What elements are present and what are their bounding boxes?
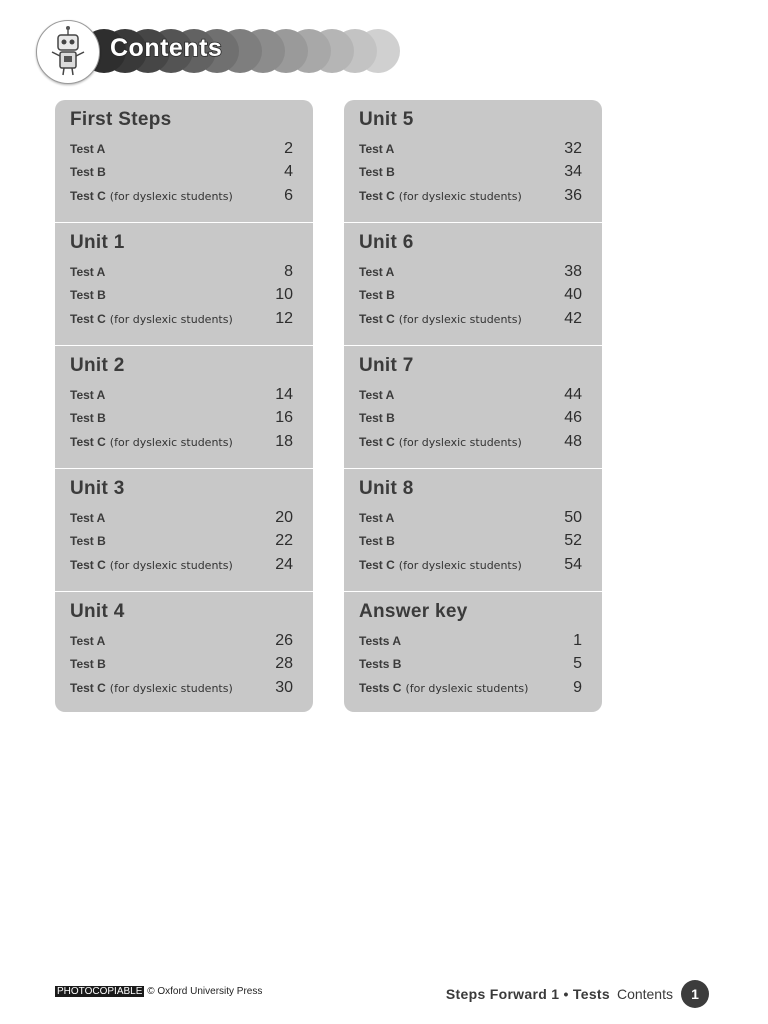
entry-note: (for dyslexic students) — [109, 682, 233, 695]
toc-entry — [70, 407, 293, 427]
entry-label-wrap — [359, 312, 522, 326]
entry-label: Test C — [70, 312, 106, 326]
entry-label-wrap — [359, 435, 522, 449]
section-title: Unit 4 — [70, 601, 125, 622]
page-number: 28 — [275, 655, 293, 672]
contents-column-right — [344, 100, 602, 712]
section-first-steps — [55, 100, 313, 223]
section-title: Unit 2 — [70, 355, 125, 376]
entry-label: Test A — [359, 511, 395, 525]
contents-header — [36, 20, 416, 84]
toc-entry — [70, 530, 293, 550]
entry-label: Test C — [359, 189, 395, 203]
entry-label: Test A — [70, 388, 106, 402]
toc-entry — [359, 677, 582, 697]
page-number: 12 — [275, 310, 293, 327]
entry-label: Test A — [359, 142, 395, 156]
footer-copyright — [55, 986, 262, 997]
footer-section: Contents — [616, 986, 673, 1002]
toc-entry — [359, 407, 582, 427]
footer-book-info — [446, 979, 709, 1009]
entry-note: (for dyslexic students) — [405, 682, 529, 695]
entry-label: Tests C — [359, 681, 402, 695]
entry-label: Test A — [70, 265, 106, 279]
entry-label: Test C — [70, 558, 106, 572]
entry-note: (for dyslexic students) — [398, 436, 522, 449]
entry-label: Test C — [359, 558, 395, 572]
entry-label: Tests B — [359, 657, 402, 671]
page-number: 14 — [275, 386, 293, 403]
book-title: Steps Forward 1 • Tests — [445, 986, 610, 1002]
toc-entry — [70, 284, 293, 304]
section-unit-2 — [55, 346, 313, 469]
page-number: 4 — [284, 163, 293, 180]
toc-entry — [359, 507, 582, 527]
entry-label-wrap — [359, 189, 522, 203]
section-unit-6 — [344, 223, 602, 346]
entry-label: Test C — [70, 435, 106, 449]
toc-entry — [359, 261, 582, 281]
page-number: 44 — [564, 386, 582, 403]
entry-label-wrap — [70, 189, 233, 203]
contents-column-left — [55, 100, 313, 712]
toc-entry — [359, 185, 582, 205]
entry-label: Test C — [70, 189, 106, 203]
page-number: 20 — [275, 509, 293, 526]
toc-entry — [359, 161, 582, 181]
entry-note: (for dyslexic students) — [109, 559, 233, 572]
page-number: 42 — [564, 310, 582, 327]
section-title: Unit 1 — [70, 232, 125, 253]
entry-note: (for dyslexic students) — [398, 190, 522, 203]
entry-note: (for dyslexic students) — [398, 313, 522, 326]
page-number: 34 — [564, 163, 582, 180]
page-number: 2 — [284, 140, 293, 157]
entry-label: Test B — [70, 288, 106, 302]
toc-entry — [359, 308, 582, 328]
entry-label-wrap — [359, 681, 528, 695]
toc-entry — [70, 384, 293, 404]
robot-mascot-icon — [36, 20, 100, 84]
entry-label: Test B — [70, 411, 106, 425]
entry-note: (for dyslexic students) — [109, 436, 233, 449]
entry-label: Test B — [359, 534, 395, 548]
photocopiable-label: PHOTOCOPIABLE — [57, 986, 143, 997]
toc-entry — [70, 161, 293, 181]
entry-label: Test A — [359, 388, 395, 402]
page-number: 1 — [573, 632, 582, 649]
toc-entry — [359, 653, 582, 673]
page-number: 40 — [564, 286, 582, 303]
page-number: 46 — [564, 409, 582, 426]
toc-entry — [70, 431, 293, 451]
entry-label: Test A — [70, 142, 106, 156]
page-number: 52 — [564, 532, 582, 549]
page-number: 10 — [275, 286, 293, 303]
toc-entry — [70, 138, 293, 158]
page-number: 18 — [275, 433, 293, 450]
page-number: 8 — [284, 263, 293, 280]
entry-label: Test C — [359, 312, 395, 326]
entry-note: (for dyslexic students) — [109, 313, 233, 326]
entry-label: Test B — [70, 534, 106, 548]
entry-note: (for dyslexic students) — [398, 559, 522, 572]
page-number: 24 — [275, 556, 293, 573]
page-number: 38 — [564, 263, 582, 280]
section-unit-7 — [344, 346, 602, 469]
page-number: 6 — [284, 187, 293, 204]
toc-entry — [70, 308, 293, 328]
page-number: 22 — [275, 532, 293, 549]
entry-label: Test B — [359, 288, 395, 302]
section-title: Answer key — [359, 601, 468, 622]
page-number: 48 — [564, 433, 582, 450]
entry-label: Test B — [70, 657, 106, 671]
page-number-badge: 1 — [681, 980, 709, 1008]
entry-label: Test A — [70, 634, 106, 648]
section-title: Unit 6 — [359, 232, 414, 253]
entry-label-wrap — [70, 681, 233, 695]
toc-entry — [70, 630, 293, 650]
entry-label-wrap — [70, 312, 233, 326]
page-number: 50 — [564, 509, 582, 526]
toc-entry — [70, 677, 293, 697]
toc-entry — [70, 507, 293, 527]
toc-entry — [359, 431, 582, 451]
page-number: 16 — [275, 409, 293, 426]
entry-label: Test B — [70, 165, 106, 179]
section-title: Unit 7 — [359, 355, 414, 376]
toc-entry — [359, 554, 582, 574]
page-number: 5 — [573, 655, 582, 672]
page-number: 26 — [275, 632, 293, 649]
entry-note: (for dyslexic students) — [109, 190, 233, 203]
toc-entry — [359, 384, 582, 404]
entry-label: Test A — [359, 265, 395, 279]
toc-entry — [359, 284, 582, 304]
section-unit-8 — [344, 469, 602, 592]
toc-entry — [70, 261, 293, 281]
toc-entry — [359, 630, 582, 650]
entry-label: Test C — [70, 681, 106, 695]
section-title: Unit 3 — [70, 478, 125, 499]
page-title: Contents — [110, 34, 223, 62]
toc-entry — [359, 138, 582, 158]
section-unit-3 — [55, 469, 313, 592]
entry-label: Test B — [359, 411, 395, 425]
section-unit-5 — [344, 100, 602, 223]
copyright-text: © Oxford University Press — [147, 986, 263, 997]
entry-label: Test B — [359, 165, 395, 179]
section-unit-4 — [55, 592, 313, 712]
entry-label: Test C — [359, 435, 395, 449]
toc-entry — [70, 653, 293, 673]
toc-entry — [359, 530, 582, 550]
entry-label: Tests A — [359, 634, 402, 648]
page-number: 30 — [275, 679, 293, 696]
section-title: Unit 8 — [359, 478, 414, 499]
page-number: 36 — [564, 187, 582, 204]
entry-label-wrap — [70, 558, 233, 572]
page-number: 32 — [564, 140, 582, 157]
entry-label: Test A — [70, 511, 106, 525]
section-unit-1 — [55, 223, 313, 346]
section-title: Unit 5 — [359, 109, 414, 130]
entry-label-wrap — [359, 558, 522, 572]
section-answer-key — [344, 592, 602, 712]
entry-label-wrap — [70, 435, 233, 449]
toc-entry — [70, 554, 293, 574]
toc-entry — [70, 185, 293, 205]
page-number: 9 — [573, 679, 582, 696]
page-number: 54 — [564, 556, 582, 573]
section-title: First Steps — [70, 109, 172, 130]
